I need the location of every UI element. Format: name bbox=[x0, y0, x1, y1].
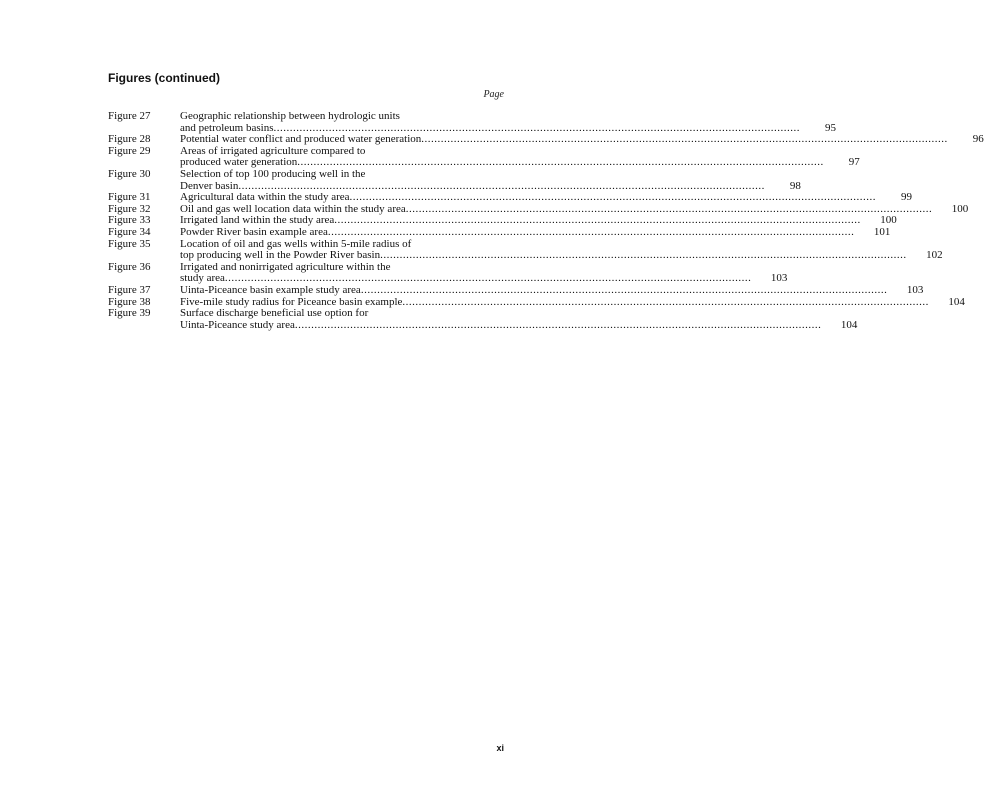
figure-title-line bbox=[180, 169, 801, 181]
page-number: xi bbox=[496, 743, 504, 753]
dot-leader bbox=[380, 250, 907, 262]
dot-leader bbox=[295, 320, 822, 332]
figure-title-last-line bbox=[180, 227, 890, 239]
figure-label: Figure 28 bbox=[108, 133, 151, 146]
figure-entry[interactable] bbox=[108, 110, 836, 134]
figure-entry[interactable] bbox=[108, 283, 924, 297]
figure-entry[interactable] bbox=[108, 167, 801, 192]
figure-title-text: Surface discharge beneficial use option for bbox=[180, 307, 369, 320]
figure-page-number: 99 bbox=[901, 191, 913, 204]
figure-title-text: Powder River basin example area bbox=[180, 225, 328, 238]
section-heading: Figures (continued) bbox=[108, 71, 220, 85]
figure-title-text: Irrigated and nonirrigated agriculture within the bbox=[180, 260, 391, 273]
figure-title-text: Irrigated land within the study area bbox=[180, 214, 335, 227]
figure-title-text: Areas of irrigated agriculture compared to bbox=[180, 144, 366, 157]
figure-title-text: Geographic relationship between hydrologic units bbox=[180, 110, 400, 122]
figure-title-last-line bbox=[180, 192, 912, 204]
figure-title-text: Potential water conflict and produced water generation bbox=[180, 133, 422, 146]
figure-page-number: 102 bbox=[926, 249, 943, 262]
dot-leader bbox=[350, 192, 877, 204]
figure-title bbox=[180, 285, 923, 297]
figure-title-line bbox=[180, 111, 836, 123]
figure-entry[interactable] bbox=[108, 191, 913, 204]
figure-label: Figure 31 bbox=[108, 191, 151, 204]
figure-title bbox=[180, 169, 801, 192]
figure-title bbox=[180, 111, 836, 134]
figure-title bbox=[180, 262, 787, 285]
figure-entry[interactable] bbox=[108, 225, 891, 239]
figure-label: Figure 38 bbox=[108, 295, 151, 308]
figure-label: Figure 32 bbox=[108, 202, 151, 215]
figure-page-number: 100 bbox=[880, 214, 897, 227]
figure-label: Figure 30 bbox=[108, 167, 151, 180]
figure-page-number: 101 bbox=[873, 225, 891, 238]
figure-title-last-line bbox=[180, 320, 857, 332]
dot-leader bbox=[402, 297, 929, 309]
figure-title-line bbox=[180, 308, 857, 320]
figure-page-number: 96 bbox=[972, 133, 984, 146]
figure-title-text: Location of oil and gas wells within 5-mile radius of bbox=[180, 237, 412, 250]
figure-label: Figure 33 bbox=[108, 214, 151, 227]
figure-title-text: study area bbox=[180, 272, 225, 285]
figure-title-last-line bbox=[180, 250, 943, 262]
figure-page-number: 98 bbox=[789, 179, 801, 192]
figure-entry[interactable] bbox=[108, 237, 943, 262]
figure-page-number: 103 bbox=[770, 272, 788, 285]
figure-entry[interactable] bbox=[108, 260, 788, 285]
figure-title-text: top producing well in the Powder River basin bbox=[180, 249, 381, 262]
figure-title bbox=[180, 192, 912, 204]
figure-label: Figure 34 bbox=[108, 225, 151, 238]
dot-leader bbox=[361, 285, 888, 297]
figures-list bbox=[108, 110, 984, 331]
page-column-label: Page bbox=[483, 89, 504, 100]
figure-page-number: 97 bbox=[848, 156, 860, 169]
figure-title bbox=[180, 308, 857, 331]
figure-title bbox=[180, 227, 890, 239]
figure-label: Figure 35 bbox=[108, 237, 151, 250]
figure-page-number: 104 bbox=[840, 318, 858, 331]
figure-title-text: and petroleum basins bbox=[180, 121, 274, 134]
figure-label: Figure 37 bbox=[108, 283, 151, 296]
figure-entry[interactable] bbox=[108, 144, 860, 169]
figure-title-text: Selection of top 100 producing well in the bbox=[180, 167, 366, 180]
dot-leader bbox=[421, 134, 948, 146]
figure-page-number: 103 bbox=[906, 283, 924, 296]
figure-title-text: Agricultural data within the study area bbox=[180, 191, 350, 204]
figure-title-text: produced water generation bbox=[180, 156, 298, 169]
figure-page-number: 104 bbox=[948, 295, 965, 308]
figure-title-text: Five-mile study radius for Piceance basin example bbox=[180, 295, 403, 308]
figure-page-number: 95 bbox=[824, 121, 836, 134]
dot-leader bbox=[297, 157, 824, 169]
figure-title-text: Denver basin bbox=[180, 179, 239, 192]
figure-label: Figure 29 bbox=[108, 144, 151, 157]
figure-label: Figure 36 bbox=[108, 260, 151, 273]
figure-page-number: 100 bbox=[951, 202, 969, 215]
figure-title bbox=[180, 146, 860, 169]
figure-title-text: Uinta-Piceance study area bbox=[180, 318, 295, 331]
figure-label: Figure 27 bbox=[108, 110, 151, 122]
figure-entry[interactable] bbox=[108, 307, 858, 331]
figure-label: Figure 39 bbox=[108, 307, 151, 320]
figure-title-last-line bbox=[180, 285, 923, 297]
dot-leader bbox=[328, 227, 855, 239]
figure-title-text: Uinta-Piceance basin example study area bbox=[180, 283, 361, 296]
figure-title bbox=[180, 239, 943, 262]
figure-title-text: Oil and gas well location data within the study area bbox=[180, 202, 406, 215]
